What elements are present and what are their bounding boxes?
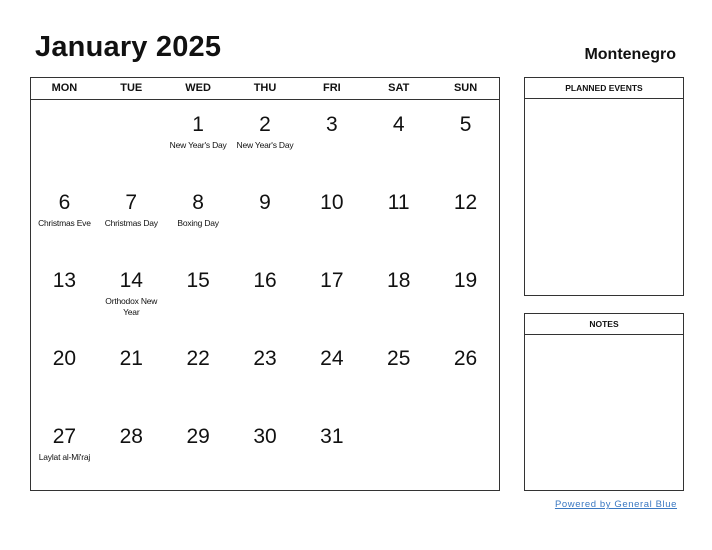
holiday-label: Laylat al-Mi'raj — [38, 452, 91, 462]
day-number: 2 — [259, 113, 271, 136]
page-title: January 2025 — [35, 31, 222, 63]
powered-by-link[interactable]: Powered by General Blue — [554, 499, 677, 510]
day-cell — [31, 334, 98, 412]
day-cell — [31, 412, 98, 490]
day-number: 30 — [253, 425, 277, 448]
day-number: 6 — [58, 191, 71, 214]
day-number: 20 — [52, 347, 77, 370]
planned-events-header: PLANNED EVENTS — [525, 78, 683, 99]
weekday-wed: WED — [185, 82, 211, 94]
day-cell — [365, 334, 432, 412]
day-cell — [432, 256, 499, 334]
day-cell — [432, 412, 499, 490]
day-cell — [365, 256, 432, 334]
day-number: 16 — [253, 269, 277, 292]
weekday-header-row — [31, 78, 499, 100]
day-number: 18 — [387, 269, 411, 292]
weekday-mon: MON — [51, 82, 78, 94]
day-cell — [232, 100, 299, 178]
day-number: 10 — [320, 191, 344, 214]
holiday-label: Boxing Day — [177, 218, 219, 228]
day-number: 28 — [119, 425, 143, 448]
day-number: 15 — [186, 269, 210, 292]
day-number: 29 — [186, 425, 210, 448]
day-cell — [298, 412, 365, 490]
weekday-sat: SAT — [388, 82, 410, 94]
weekday-fri: FRI — [322, 82, 341, 94]
weekday-sun: SUN — [453, 82, 478, 94]
day-cell — [232, 256, 299, 334]
day-number: 4 — [392, 113, 405, 136]
day-number: 24 — [320, 347, 344, 370]
day-cell — [365, 178, 432, 256]
planned-events-panel — [524, 77, 684, 296]
day-number: 26 — [453, 347, 478, 370]
day-cell — [432, 178, 499, 256]
day-number: 7 — [125, 191, 138, 214]
day-number: 9 — [259, 191, 271, 214]
holiday-label: Christmas Eve — [38, 218, 91, 228]
day-cell — [98, 412, 165, 490]
calendar-weeks — [31, 100, 499, 490]
holiday-label: New Year's Day — [169, 140, 227, 150]
day-number: 31 — [320, 425, 344, 448]
day-number: 21 — [119, 347, 143, 370]
day-cell — [98, 100, 165, 178]
day-cell — [165, 256, 232, 334]
holiday-label: New Year's Day — [236, 140, 294, 150]
day-cell — [165, 100, 232, 178]
notes-panel — [524, 313, 684, 491]
weekday-thu: THU — [253, 82, 277, 94]
day-number: 22 — [186, 347, 210, 370]
day-cell — [165, 334, 232, 412]
day-cell — [98, 256, 165, 334]
day-cell — [31, 100, 98, 178]
country-label: Montenegro — [584, 46, 676, 63]
day-cell — [432, 100, 499, 178]
weekday-tue: TUE — [120, 82, 143, 94]
day-number: 5 — [459, 113, 472, 136]
day-cell — [365, 100, 432, 178]
notes-header: NOTES — [525, 314, 683, 335]
day-cell — [232, 412, 299, 490]
day-number: 13 — [52, 269, 77, 292]
day-number: 12 — [453, 191, 478, 214]
day-cell — [165, 412, 232, 490]
day-number: 27 — [52, 425, 77, 448]
day-cell — [98, 178, 165, 256]
day-cell — [31, 256, 98, 334]
holiday-label: Orthodox New Year — [105, 296, 158, 317]
day-number: 1 — [192, 113, 204, 136]
day-cell — [98, 334, 165, 412]
day-cell — [232, 334, 299, 412]
day-cell — [232, 178, 299, 256]
day-number: 25 — [387, 347, 411, 370]
holiday-label: Christmas Day — [104, 218, 158, 228]
day-cell — [432, 334, 499, 412]
day-number: 19 — [453, 269, 478, 292]
calendar-grid — [30, 77, 500, 491]
day-number: 23 — [253, 347, 277, 370]
day-cell — [298, 334, 365, 412]
day-number: 17 — [320, 269, 344, 292]
day-cell — [298, 100, 365, 178]
day-number: 3 — [326, 113, 338, 136]
day-cell — [365, 412, 432, 490]
day-cell — [298, 178, 365, 256]
day-number: 14 — [119, 269, 143, 292]
day-number: 8 — [192, 191, 204, 214]
day-cell — [298, 256, 365, 334]
day-cell — [31, 178, 98, 256]
day-number: 11 — [387, 191, 410, 214]
day-cell — [165, 178, 232, 256]
